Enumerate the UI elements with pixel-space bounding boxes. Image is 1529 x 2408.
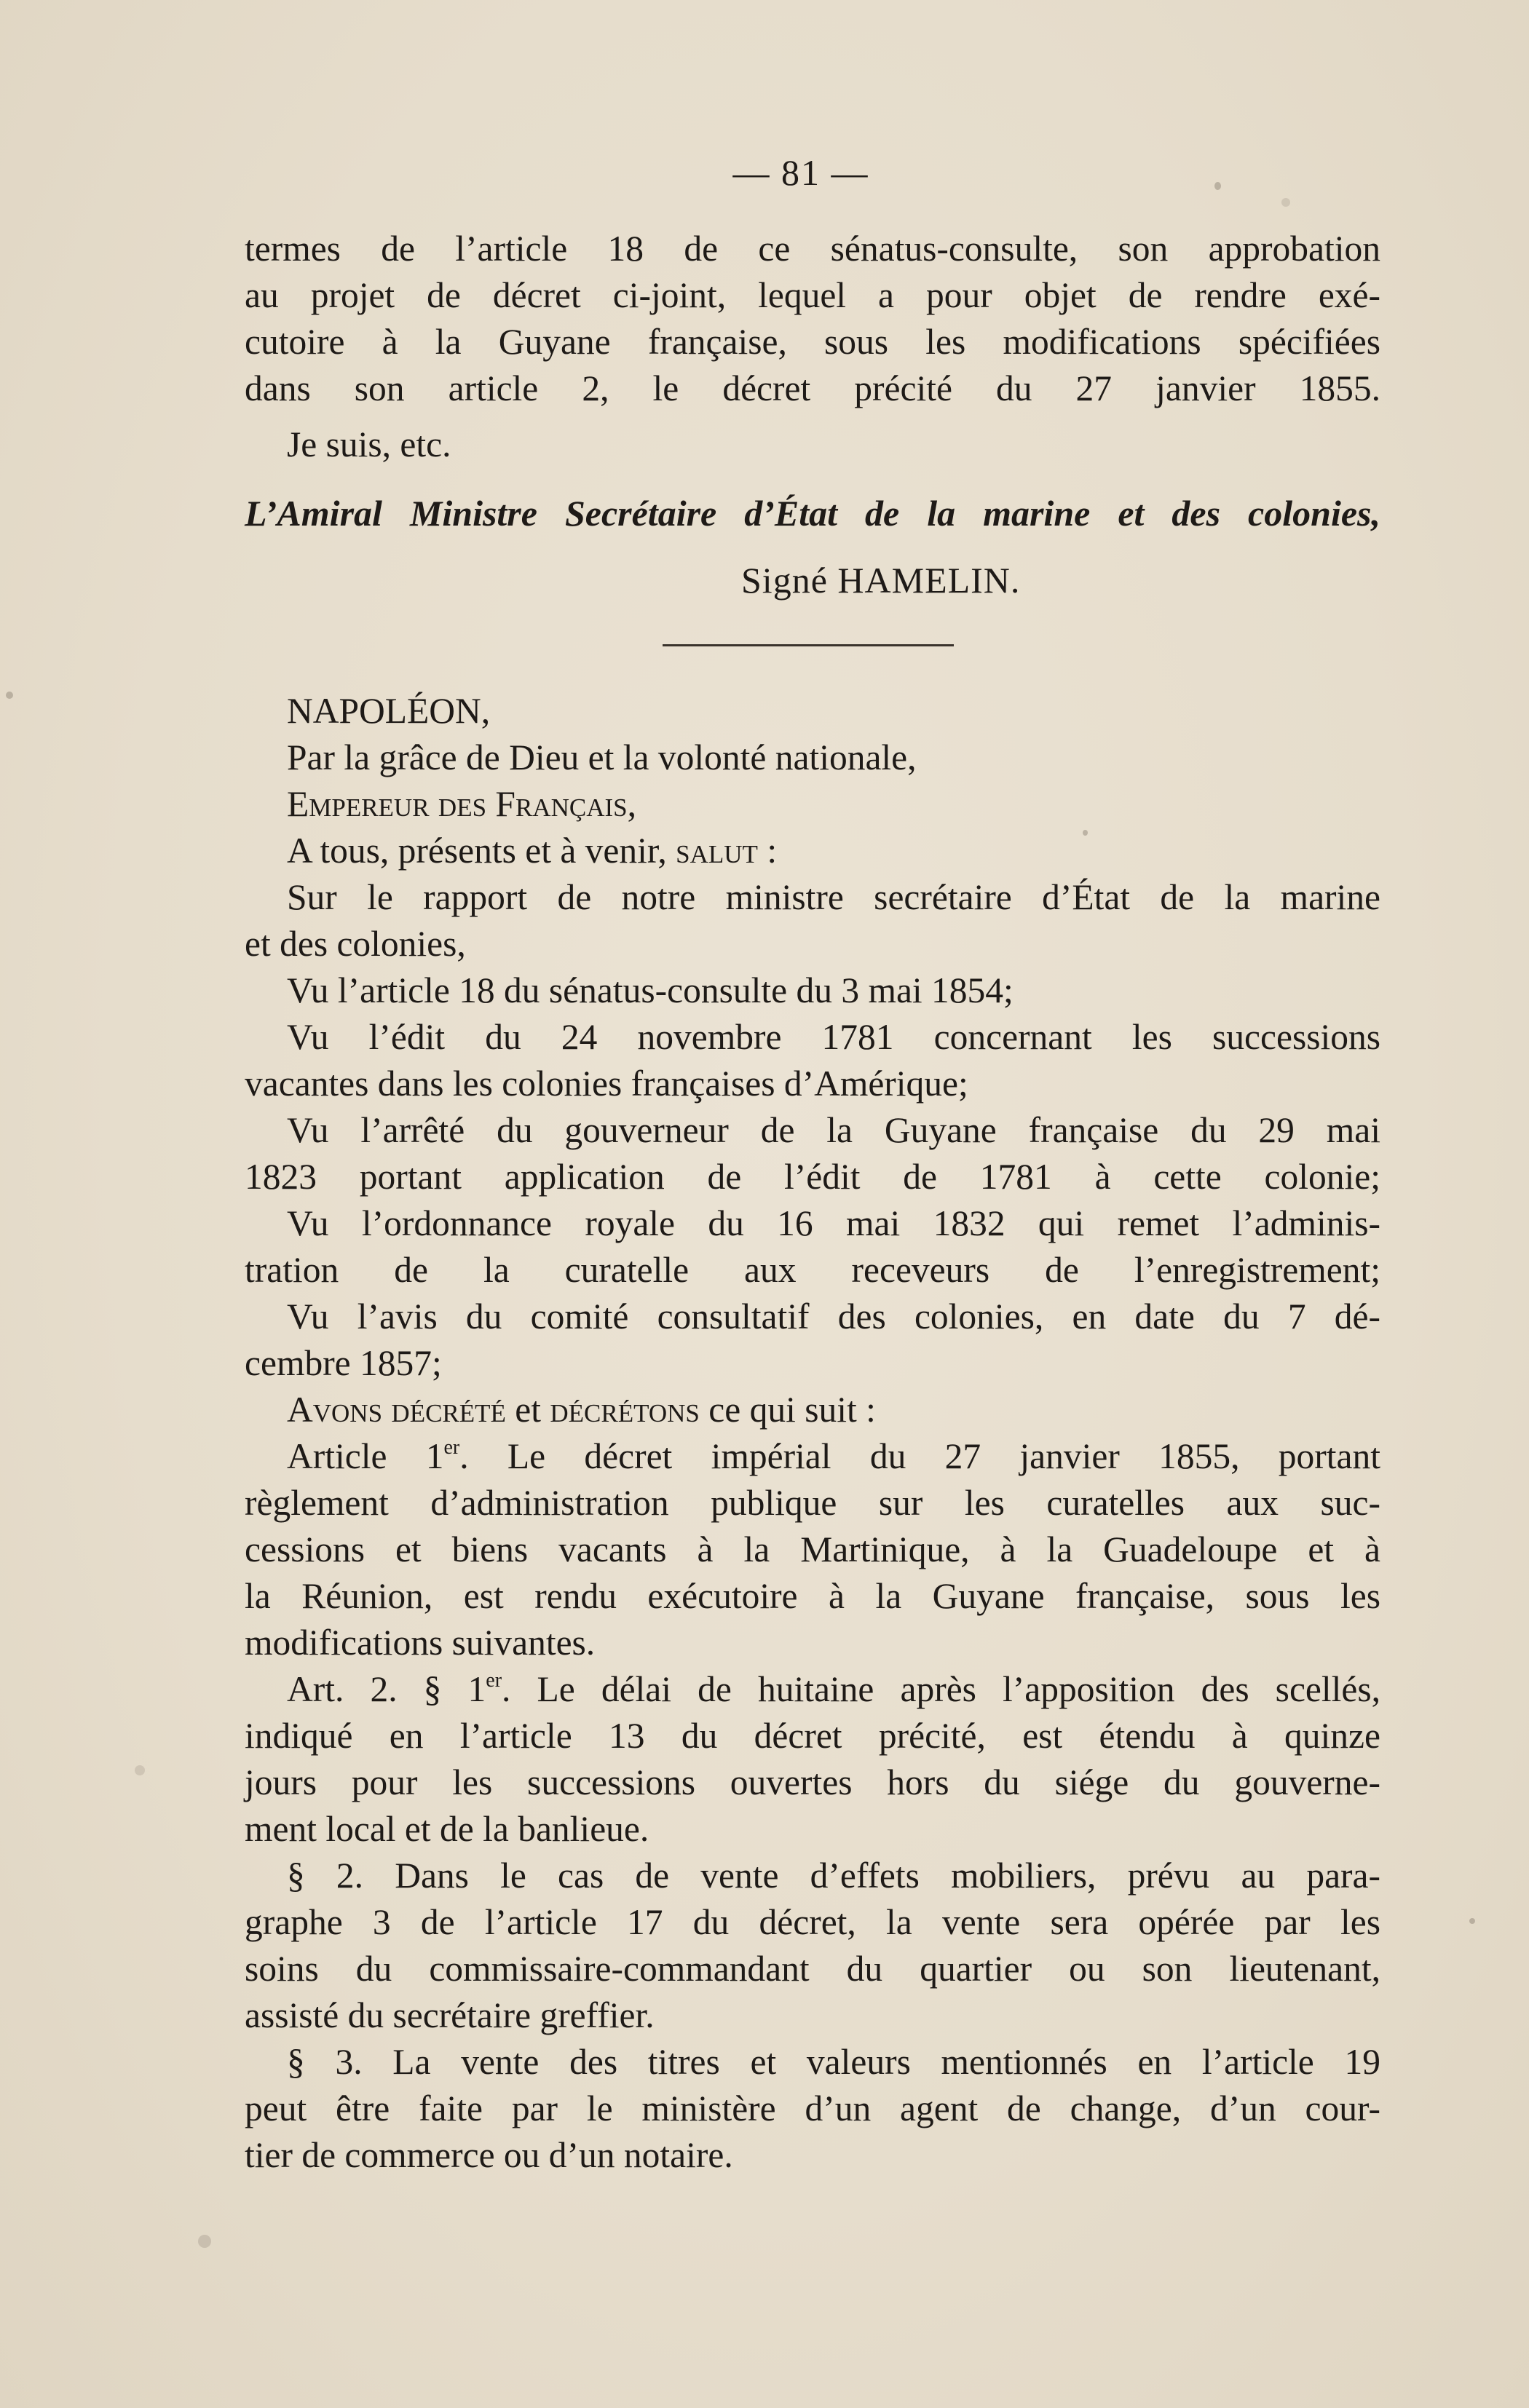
- text-line: 1823 portant application de l’édit de 1781 à cette colonie;: [245, 1157, 1380, 1197]
- article-label: Art. 2. § 1: [287, 1669, 486, 1709]
- intro-paragraph: [245, 226, 1380, 412]
- text-span: . Le décret impérial du 27 janvier 1855, portant: [459, 1436, 1380, 1476]
- text-line: graphe 3 de l’article 17 du décret, la vente sera opérée par les: [245, 1902, 1380, 1942]
- text-line: la Réunion, est rendu exécutoire à la Guyane française, sous les: [245, 1576, 1380, 1616]
- text-line: Vu l’édit du 24 novembre 1781 concernant les successions: [287, 1017, 1380, 1057]
- signature: Signé HAMELIN.: [741, 560, 1021, 601]
- article-2-heading: [245, 1666, 1380, 1713]
- enacting-clause: [245, 1387, 1380, 1433]
- text-line: Par la grâce de Dieu et la volonté nationale,: [287, 737, 917, 777]
- text-line: Vu l’ordonnance royale du 16 mai 1832 qui remet l’adminis-: [287, 1203, 1380, 1243]
- text-line: Sur le rapport de notre ministre secrétaire d’État de la marine: [287, 877, 1380, 917]
- article-label: Article 1: [287, 1436, 444, 1476]
- text-line: soins du commissaire-commandant du quartier ou son lieutenant,: [245, 1949, 1380, 1989]
- enacting-word: Avons: [287, 1390, 383, 1430]
- greeting-word: salut: [676, 831, 758, 871]
- greeting-text: A tous, présents et à venir,: [287, 831, 667, 871]
- text-line: dans son article 2, le décret précité du 27 janvier 1855.: [245, 368, 1380, 408]
- paper-speck: [1469, 1918, 1475, 1924]
- text-line: ment local et de la banlieue.: [245, 1809, 649, 1849]
- decree-text: [245, 688, 1380, 2179]
- signatory-title: L’Amiral Ministre Secrétaire d’État de la marine et des colonies,: [245, 493, 1380, 534]
- text-line: cembre 1857;: [245, 1343, 442, 1383]
- article-1-heading: [245, 1433, 1380, 1480]
- text-line: § 2. Dans le cas de vente d’effets mobiliers, prévu au para-: [287, 1855, 1380, 1896]
- paper-speck: [135, 1765, 145, 1775]
- paper-speck: [1281, 198, 1290, 207]
- text-line: modifications suivantes.: [245, 1623, 596, 1663]
- text-line: tration de la curatelle aux receveurs de l’enregistrement;: [245, 1250, 1380, 1290]
- enacting-word: et: [515, 1390, 542, 1430]
- closing-formula: Je suis, etc.: [287, 424, 451, 464]
- paper-speck: [198, 2235, 211, 2248]
- text-line: peut être faite par le ministère d’un agent de change, d’un cour-: [245, 2088, 1380, 2128]
- greeting-line: [245, 828, 1380, 874]
- text-line: cutoire à la Guyane française, sous les modifications spécifiées: [245, 322, 1380, 362]
- sovereign-name: NAPOLÉON,: [287, 691, 491, 731]
- ordinal-suffix: er: [443, 1436, 460, 1459]
- enacting-word: décrété: [391, 1390, 506, 1430]
- paper-speck: [6, 692, 13, 699]
- paper-speck: [1083, 830, 1088, 836]
- text-line: vacantes dans les colonies françaises d’Amérique;: [245, 1064, 968, 1104]
- section-divider: [663, 644, 954, 646]
- paper-speck: [1214, 182, 1221, 190]
- emperor-title: Empereur des Français,: [287, 784, 636, 824]
- text-line: et des colonies,: [245, 924, 466, 964]
- ordinal-suffix: er: [486, 1669, 502, 1692]
- text-line: indiqué en l’article 13 du décret précité, est étendu à quinze: [245, 1716, 1380, 1756]
- text-line: règlement d’administration publique sur les curatelles aux suc-: [245, 1483, 1380, 1523]
- enacting-word: décrétons: [550, 1390, 700, 1430]
- text-line: tier de commerce ou d’un notaire.: [245, 2135, 733, 2175]
- text-line: au projet de décret ci-joint, lequel a pour objet de rendre exé-: [245, 275, 1380, 315]
- text-line: cessions et biens vacants à la Martinique, à la Guadeloupe et à: [245, 1529, 1380, 1569]
- text-line: § 3. La vente des titres et valeurs mentionnés en l’article 19: [287, 2042, 1380, 2082]
- text-line: termes de l’article 18 de ce sénatus-consulte, son approbation: [245, 229, 1380, 269]
- greeting-end: :: [757, 831, 778, 871]
- enacting-word: ce qui suit :: [708, 1390, 876, 1430]
- text-line: Vu l’article 18 du sénatus-consulte du 3 mai 1854;: [287, 970, 1014, 1010]
- page-number: — 81 —: [732, 152, 869, 193]
- text-line: jours pour les successions ouvertes hors du siége du gouverne-: [245, 1762, 1380, 1802]
- text-span: . Le délai de huitaine après l’apposition des scellés,: [502, 1669, 1380, 1709]
- text-line: Vu l’arrêté du gouverneur de la Guyane française du 29 mai: [287, 1110, 1380, 1150]
- text-line: Vu l’avis du comité consultatif des colonies, en date du 7 dé-: [287, 1296, 1380, 1336]
- text-line: assisté du secrétaire greffier.: [245, 1995, 655, 2035]
